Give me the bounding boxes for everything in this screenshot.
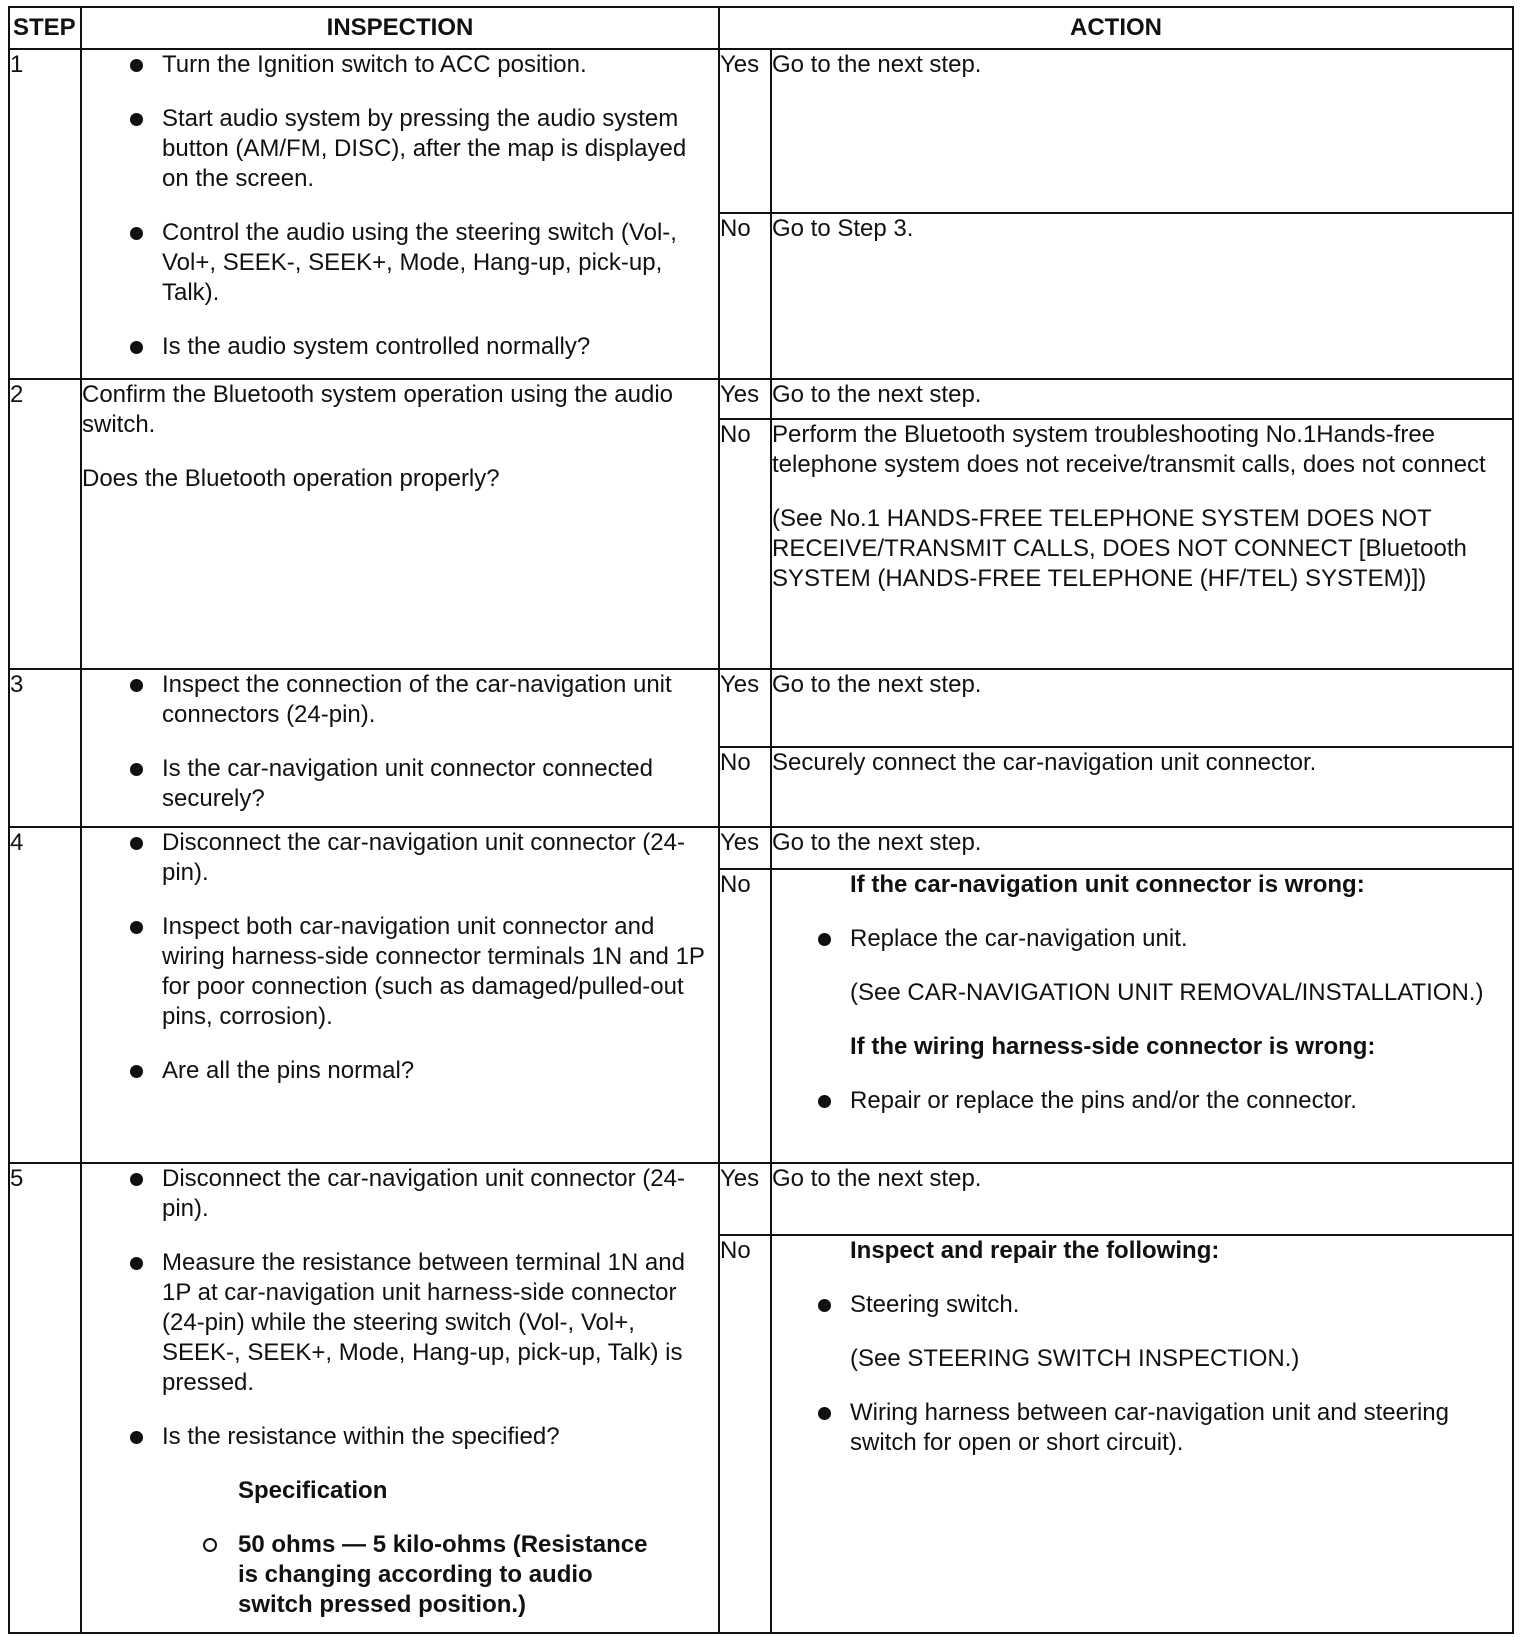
no-action-reference: (See No.1 HANDS-FREE TELEPHONE SYSTEM DOES NOT RECEIVE/TRANSMIT CALLS, DOES NOT CONNECT [Bluetooth SYSTEM (HANDS-FREE TELEPHONE (HF/TEL) SYSTEM)])	[772, 505, 1467, 592]
action-item: Steering switch.	[850, 1290, 1512, 1320]
step-number: 1	[9, 49, 81, 379]
yes-label: Yes	[719, 669, 771, 747]
action-list	[850, 924, 1512, 954]
yes-label: Yes	[719, 827, 771, 869]
inspection-item: Turn the Ignition switch to ACC position.	[162, 50, 718, 80]
action-item: Repair or replace the pins and/or the connector.	[850, 1086, 1512, 1116]
action-list	[850, 1398, 1512, 1458]
step-5-yes-row	[9, 1163, 1513, 1235]
inspection-item: Disconnect the car-navigation unit connector (24-pin).	[162, 1164, 718, 1224]
reference-text: (See STEERING SWITCH INSPECTION.)	[850, 1345, 1300, 1372]
column-header-inspection: INSPECTION	[81, 7, 719, 49]
column-header-action: ACTION	[719, 7, 1513, 49]
no-label: No	[719, 1235, 771, 1633]
no-action	[771, 1235, 1513, 1633]
inspection-item: Control the audio using the steering switch (Vol-, Vol+, SEEK-, SEEK+, Mode, Hang-up, pick-up, Talk).	[162, 218, 718, 308]
no-label: No	[719, 869, 771, 1163]
action-list	[850, 1086, 1512, 1116]
no-action-text: Perform the Bluetooth system troubleshooting No.1Hands-free telephone system does not receive/transmit calls, does not connect	[772, 421, 1486, 478]
no-action	[771, 419, 1513, 669]
inspection-item: Inspect both car-navigation unit connector and wiring harness-side connector terminals 1N and 1P for poor connection (such as damaged/pulled-out pins, corrosion).	[162, 912, 718, 1032]
no-action-details	[772, 870, 1512, 1116]
reference-text: (See CAR-NAVIGATION UNIT REMOVAL/INSTALLATION.)	[850, 979, 1484, 1006]
header-row	[9, 7, 1513, 49]
inspection-item: Start audio system by pressing the audio system button (AM/FM, DISC), after the map is displayed on the screen.	[162, 104, 718, 194]
action-item: Replace the car-navigation unit.	[850, 924, 1512, 954]
inspection-list	[82, 50, 718, 362]
inspection-item: Is the resistance within the specified?	[162, 1422, 718, 1452]
action-list	[850, 1290, 1512, 1320]
yes-action: Go to the next step.	[771, 827, 1513, 869]
step-number: 5	[9, 1163, 81, 1633]
specification-heading: Specification	[238, 1477, 388, 1504]
step-1-yes-row	[9, 49, 1513, 213]
inspection-item: Is the car-navigation unit connector connected securely?	[162, 754, 718, 814]
yes-action: Go to the next step.	[771, 1163, 1513, 1235]
no-label: No	[719, 747, 771, 827]
condition-heading: If the wiring harness-side connector is wrong:	[850, 1033, 1376, 1060]
yes-label: Yes	[719, 379, 771, 419]
inspection-item: Measure the resistance between terminal 1N and 1P at car-navigation unit harness-side connector (24-pin) while the steering switch (Vol-, Vol+, SEEK-, SEEK+, Mode, Hang-up, pick-up, Talk) is pressed.	[162, 1248, 718, 1398]
yes-action: Go to the next step.	[771, 379, 1513, 419]
no-action: Go to Step 3.	[771, 213, 1513, 379]
step-4-inspection	[81, 827, 719, 1163]
inspection-list	[82, 670, 718, 814]
inspection-question: Does the Bluetooth operation properly?	[82, 465, 500, 492]
no-label: No	[719, 213, 771, 379]
step-2-yes-row	[9, 379, 1513, 419]
step-1-inspection	[81, 49, 719, 379]
no-label: No	[719, 419, 771, 669]
specification-value: 50 ohms — 5 kilo-ohms (Resistance is changing according to audio switch pressed position.)	[82, 1530, 718, 1620]
step-number: 3	[9, 669, 81, 827]
no-action	[771, 869, 1513, 1163]
inspection-item: Are all the pins normal?	[162, 1056, 718, 1086]
troubleshooting-table	[8, 6, 1514, 1634]
step-2-inspection	[81, 379, 719, 669]
inspection-item: Is the audio system controlled normally?	[162, 332, 718, 362]
yes-label: Yes	[719, 1163, 771, 1235]
step-3-inspection	[81, 669, 719, 827]
step-4-yes-row	[9, 827, 1513, 869]
condition-heading: If the car-navigation unit connector is wrong:	[850, 871, 1365, 898]
step-5-inspection	[81, 1163, 719, 1633]
inspection-text: Confirm the Bluetooth system operation using the audio switch.	[82, 381, 674, 438]
inspection-list	[82, 1164, 718, 1452]
no-action-details	[772, 1236, 1512, 1458]
step-number: 4	[9, 827, 81, 1163]
yes-label: Yes	[719, 49, 771, 213]
no-action: Securely connect the car-navigation unit connector.	[771, 747, 1513, 827]
condition-heading: Inspect and repair the following:	[850, 1237, 1220, 1264]
inspection-item: Inspect the connection of the car-navigation unit connectors (24-pin).	[162, 670, 718, 730]
step-3-yes-row	[9, 669, 1513, 747]
inspection-list	[82, 828, 718, 1086]
column-header-step: STEP	[9, 7, 81, 49]
action-item: Wiring harness between car-navigation unit and steering switch for open or short circuit).	[850, 1398, 1512, 1458]
yes-action: Go to the next step.	[771, 669, 1513, 747]
inspection-item: Disconnect the car-navigation unit connector (24-pin).	[162, 828, 718, 888]
step-number: 2	[9, 379, 81, 669]
yes-action: Go to the next step.	[771, 49, 1513, 213]
